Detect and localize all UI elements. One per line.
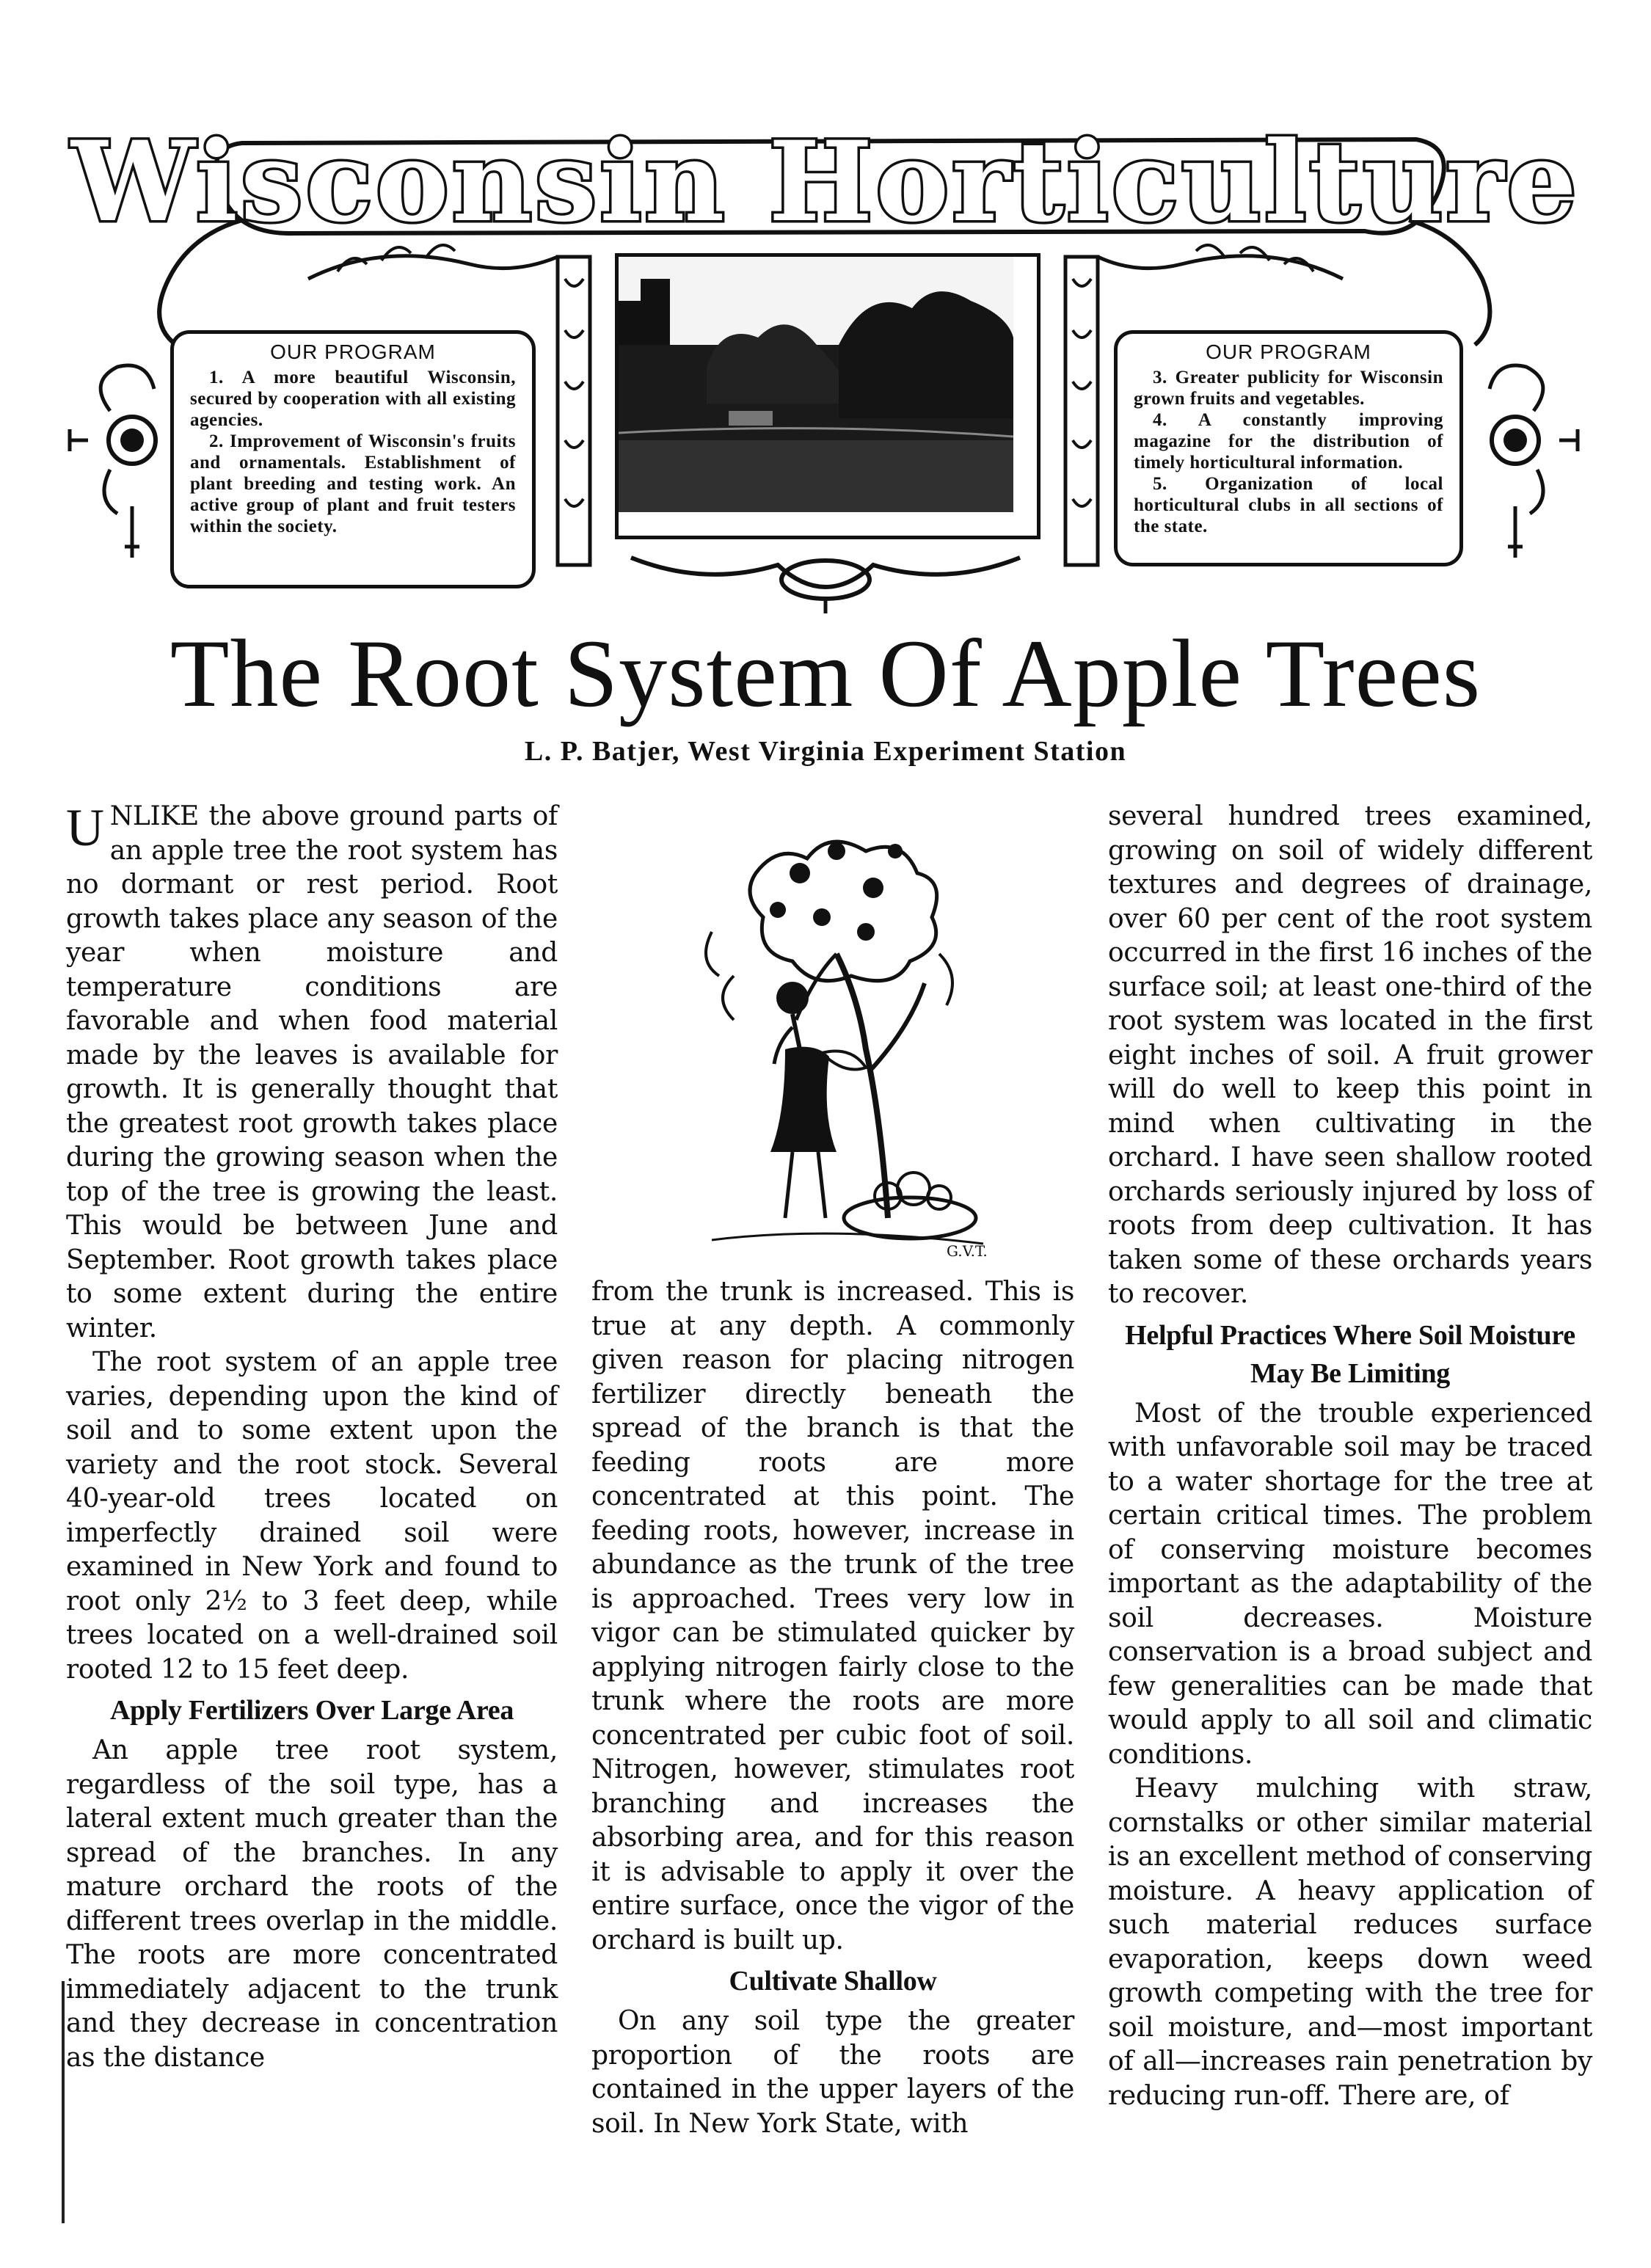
- margin-rule: [62, 1981, 65, 2223]
- program-box-left: [170, 330, 536, 588]
- masthead-photo: [615, 253, 1040, 539]
- program-item: 5. Organization of local horticultural clubs in all sections of the state.: [1134, 474, 1443, 536]
- program-item: 1. A more beautiful Wisconsin, secured by cooperation with all existing agencies.: [190, 368, 516, 430]
- woman-picking-apples-illustration: [646, 807, 1027, 1262]
- orchard-photo: [619, 257, 1013, 512]
- column-1: [66, 800, 558, 2075]
- paragraph: An apple tree root system, regardless of the soil type, has a lateral extent much greater than the spread of the branches. In any mature orchard the roots of the different trees overlap in the middle. The roots are more concentrated immediately adjacent to the trunk and they decrease in concentration as the distance: [66, 1735, 558, 2073]
- masthead: [0, 0, 1651, 616]
- column-3: [1108, 800, 1592, 2113]
- paragraph: The root system of an apple tree varies, depending upon the kind of soil and to some extent upon the variety and the root stock. Several 40-year-old trees located on imperfectly drained soil were examined in New York and found to root only 2½ to 3 feet deep, while trees located on a well-drained soil rooted 12 to 15 feet deep.: [66, 1347, 558, 1685]
- program-item: 2. Improvement of Wisconsin's fruits and ornamentals. Establishment of plant breeding and testing work. An active group of plant and fruit testers within the society.: [190, 431, 516, 536]
- program-item: 4. A constantly improving magazine for the distribution of timely horticultural information.: [1134, 410, 1443, 473]
- section-heading: Apply Fertilizers Over Large Area: [109, 1695, 514, 1726]
- masthead-title: Wisconsin Horticulture: [71, 117, 1580, 247]
- drop-cap: U: [66, 798, 104, 857]
- program-item: 3. Greater publicity for Wisconsin grown fruits and vegetables.: [1134, 368, 1443, 409]
- paragraph: Most of the trouble experienced with unfavorable soil may be traced to a water shortage for the tree at certain critical times. The problem of conserving moisture becomes important as the adaptability of the soil decreases. Moisture conservation is a broad subject and few generalities can be made that would apply to all soil and climatic conditions.: [1108, 1398, 1592, 1770]
- article-byline: L. P. Batjer, West Virginia Experiment Station: [524, 736, 1127, 767]
- paragraph: On any soil type the greater proportion of the roots are contained in the upper layers of the soil. In New York State, with: [591, 2006, 1074, 2139]
- program-box-right: [1114, 330, 1463, 566]
- section-heading: Cultivate Shallow: [729, 1966, 937, 1997]
- paragraph: several hundred trees examined, growing on soil of widely different textures and degrees of drainage, over 60 per cent of the root system occurred in the first 16 inches of the surface soil; at least one-third of the root system was located in the first eight inches of soil. A fruit grower will do well to keep this point in mind when cultivating in the orchard. I have seen shallow rooted orchards seriously injured by loss of roots from deep cultivation. It has taken some of these orchards years to recover.: [1108, 801, 1592, 1309]
- paragraph-text: NLIKE the above ground parts of an apple tree the root system has no dormant or rest period. Root growth takes place any season of the year when moisture and temperature conditions are favorable and when food material made by the leaves is available for growth. It is generally thought that the greatest root growth takes place during the growing season when the top of the tree is growing the least. This would be between June and September. Root growth takes place to some extent during the entire winter.: [66, 801, 558, 1343]
- paragraph: Heavy mulching with straw, cornstalks or other similar material is an excellent method of conserving moisture. A heavy application of such material reduces surface evaporation, keeps down weed growth competing with the tree for soil moisture, and—most important of all—increases rain penetration by reducing run-off. There are, of: [1108, 1773, 1592, 2111]
- column-2: [591, 1275, 1074, 2141]
- paragraph: [66, 800, 558, 1346]
- program-heading: OUR PROGRAM: [270, 340, 436, 363]
- paragraph: from the trunk is increased. This is true at any depth. A commonly given reason for placing nitrogen fertilizer directly beneath the spread of the branch is that the feeding roots are more concentrated at this point. The feeding roots, however, increase in abundance as the trunk of the tree is approached. Trees very low in vigor can be stimulated quicker by applying nitrogen fairly close to the trunk where the roots are more concentrated per cubic foot of soil. Nitrogen, however, stimulates root branching and increases the absorbing area, and for this reason it is advisable to apply it over the entire surface, once the vigor of the orchard is built up.: [591, 1277, 1074, 1955]
- illustration-drawing: [646, 807, 1027, 1262]
- article-title: The Root System Of Apple Trees: [170, 619, 1481, 727]
- section-heading: Helpful Practices Where Soil Moisture May Be Limiting: [1125, 1319, 1575, 1389]
- illustration-signature: G.V.T.: [947, 1242, 988, 1260]
- program-heading: OUR PROGRAM: [1206, 340, 1371, 363]
